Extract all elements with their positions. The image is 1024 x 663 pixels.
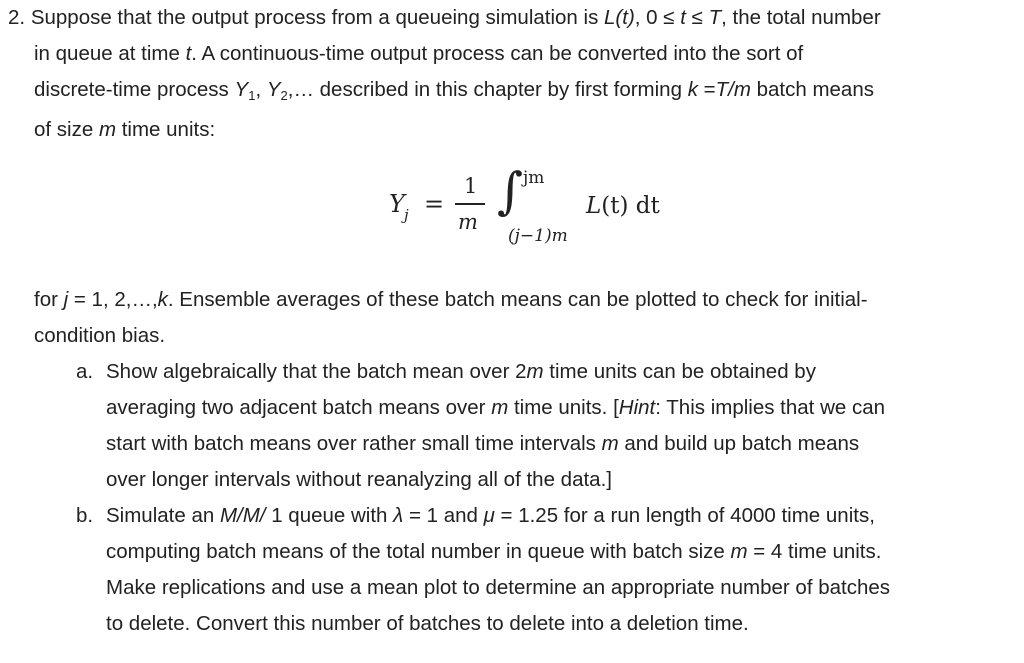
part-a-label: a.: [76, 360, 94, 383]
formula-lower-limit: (j−1)m: [508, 226, 568, 246]
part-a-line-3: start with batch means over rather small time intervals m and build up batch means: [106, 432, 860, 455]
part-a-line-1: Show algebraically that the batch mean over 2m time units can be obtained by: [106, 360, 816, 383]
intro-line-1: 2. Suppose that the output process from a queueing simulation is L(t), 0 ≤ t ≤ T, the total number: [8, 6, 881, 29]
formula-integrand: L(t) dt: [586, 193, 660, 219]
part-a-line-2: averaging two adjacent batch means over m time units. [Hint: This implies that we can: [106, 396, 886, 419]
formula-lhs-subscript: j: [404, 206, 409, 224]
part-a-line-4: over longer intervals without reanalyzing all of the data.]: [106, 468, 612, 491]
intro-line-5: for j = 1, 2,…,k. Ensemble averages of these batch means can be plotted to check for initial-: [34, 288, 868, 311]
intro-line-4: of size m time units:: [34, 118, 216, 141]
intro-line-3: discrete-time process Y1, Y2,… described in this chapter by first forming k =T/m batch means: [34, 78, 874, 103]
problem-number: 2.: [8, 6, 26, 29]
part-b-line-4: to delete. Convert this number of batches to delete into a deletion time.: [106, 612, 749, 635]
part-b-line-2: computing batch means of the total number in queue with batch size m = 4 time units.: [106, 540, 882, 563]
part-b-label: b.: [76, 504, 94, 527]
part-b-line-1: Simulate an M/M/ 1 queue with λ = 1 and μ = 1.25 for a run length of 4000 time units,: [106, 504, 875, 527]
intro-line-2: in queue at time t. A continuous-time output process can be converted into the sort of: [34, 42, 804, 65]
integral-icon: ∫: [497, 162, 524, 220]
formula-equals: =: [424, 190, 445, 218]
part-b-line-3: Make replications and use a mean plot to determine an appropriate number of batches: [106, 576, 891, 599]
formula-lhs-Y: Y: [389, 190, 405, 218]
formula-fraction-denominator: m: [458, 210, 478, 234]
formula-upper-limit: jm: [523, 168, 545, 188]
formula-fraction-bar: [455, 203, 485, 205]
formula-fraction-numerator: 1: [464, 174, 478, 198]
intro-line-6: condition bias.: [34, 324, 166, 347]
